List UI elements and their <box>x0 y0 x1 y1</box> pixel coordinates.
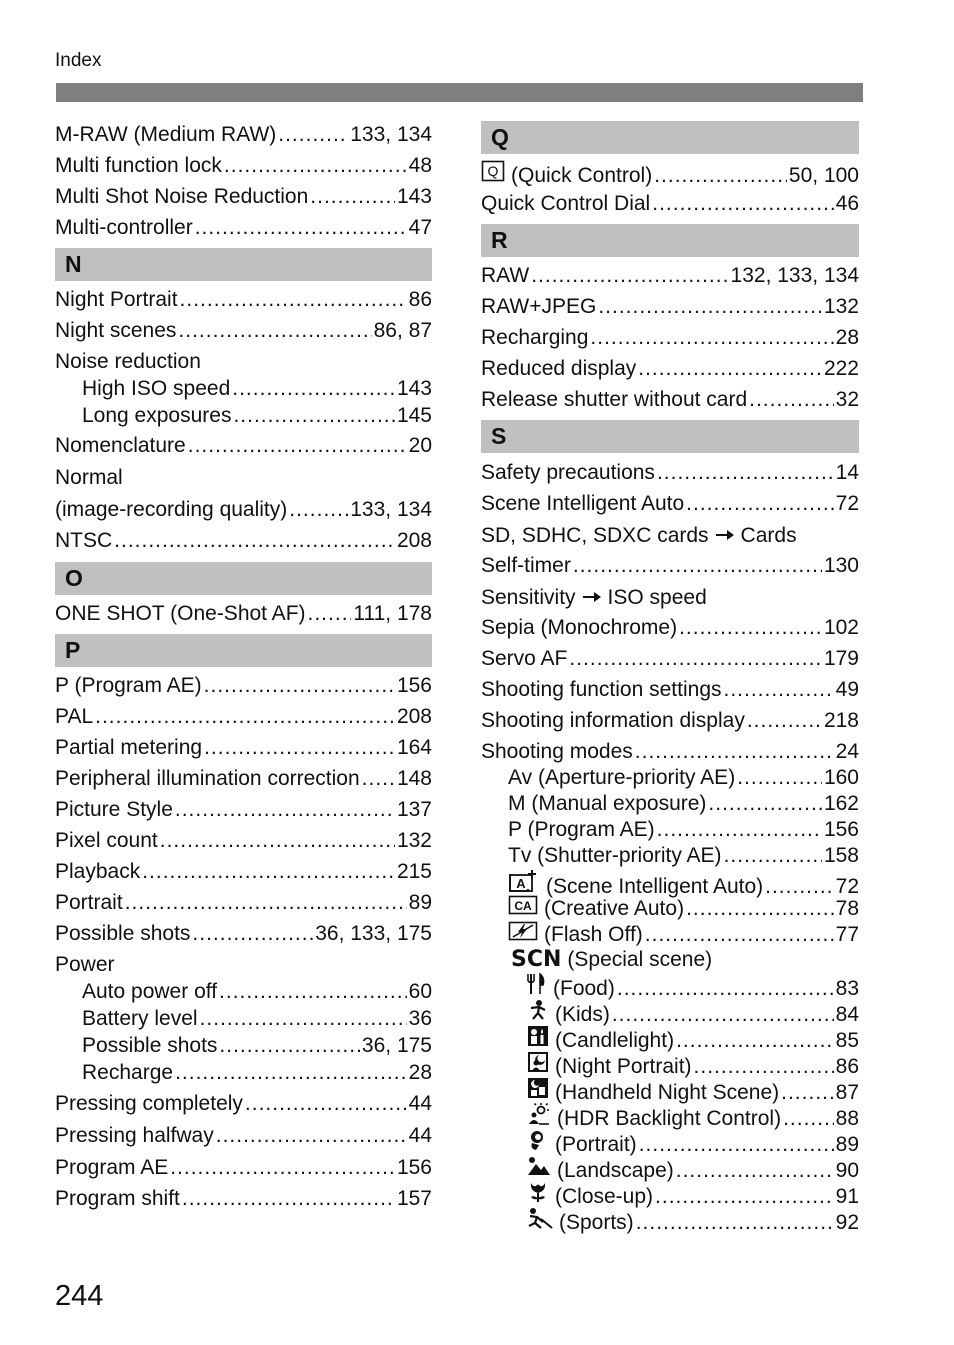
entry-name: Playback <box>55 860 141 883</box>
entry-pages: 60 <box>408 980 432 1003</box>
index-entry-night-scenes <box>55 318 432 344</box>
index-column-right <box>481 120 859 1233</box>
svg-text:Q: Q <box>487 163 499 179</box>
entry-pages: 160 <box>823 766 859 789</box>
entry-pages: 91 <box>835 1185 859 1208</box>
entry-name: Partial metering <box>55 736 203 759</box>
index-subentry-landscape <box>527 1155 859 1181</box>
entry-name: Recharge <box>82 1061 174 1084</box>
entry-name: Sensitivity <box>481 586 576 609</box>
entry-name: Shooting modes <box>481 740 633 763</box>
entry-name: Possible shots <box>55 922 191 945</box>
entry-name: P (Program AE) <box>508 818 655 841</box>
entry-pages: 87 <box>835 1081 859 1104</box>
index-entry-scene-intelligent-auto <box>481 491 859 517</box>
index-subentry-flash-off <box>508 921 859 947</box>
index-subentry-close-up <box>527 1181 859 1207</box>
entry-name: Scene Intelligent Auto <box>481 492 685 515</box>
entry-name: (image-recording quality) <box>55 498 288 521</box>
index-entry-shooting-function-settings <box>481 677 859 703</box>
entry-pages: 44 <box>408 1124 432 1147</box>
section-header-q: Q <box>481 121 859 154</box>
index-entry-picture-style <box>55 797 432 823</box>
index-subentry-sia-mode <box>508 869 859 898</box>
index-entry-m-raw <box>55 122 432 148</box>
entry-pages: 148 <box>396 767 432 790</box>
index-subentry-hdr <box>527 1103 859 1129</box>
section-header-n: N <box>55 248 432 281</box>
entry-name: Self-timer <box>481 554 571 577</box>
section-header-p: P <box>55 634 432 667</box>
index-entry-multi-function-lock <box>55 153 432 179</box>
index-subentry-handheld-night <box>527 1077 859 1103</box>
index-subentry-battery-level <box>82 1006 432 1032</box>
entry-name: P (Program AE) <box>55 674 202 697</box>
entry-pages: 24 <box>835 740 859 763</box>
index-subentry-portrait <box>527 1129 859 1155</box>
index-entry-quick-control-dial <box>481 191 859 217</box>
arrow-right-icon <box>582 584 602 610</box>
index-entry-sepia <box>481 615 859 641</box>
entry-pages: 143 <box>396 185 432 208</box>
index-entry-pixel-count <box>55 828 432 854</box>
entry-pages: 158 <box>823 844 859 867</box>
header-bar <box>56 83 863 102</box>
entry-pages: 50, 100 <box>788 164 859 187</box>
close-up-icon <box>527 1181 549 1210</box>
entry-name: Multi Shot Noise Reduction <box>55 185 309 208</box>
entry-pages: 111, 178 <box>353 602 432 625</box>
kids-icon <box>527 999 549 1028</box>
entry-name: Release shutter without card <box>481 388 748 411</box>
entry-name: Shooting function settings <box>481 678 722 701</box>
index-entry-raw <box>481 263 859 289</box>
entry-pages: 179 <box>823 647 859 670</box>
entry-name: Pixel count <box>55 829 158 852</box>
index-entry-possible-shots <box>55 921 432 947</box>
landscape-icon <box>527 1155 551 1184</box>
entry-name: M (Manual exposure) <box>508 792 707 815</box>
entry-name: (Creative Auto) <box>544 897 685 920</box>
entry-name: (Candlelight) <box>555 1029 675 1052</box>
entry-pages: 164 <box>396 736 432 759</box>
index-entry-portrait <box>55 890 432 916</box>
index-entry-normal: Normal <box>55 466 123 489</box>
candlelight-icon <box>527 1025 549 1054</box>
entry-pages: 14 <box>835 461 859 484</box>
entry-pages: 208 <box>396 529 432 552</box>
index-entry-ntsc <box>55 528 432 554</box>
entry-name: Long exposures <box>82 404 232 427</box>
entry-pages: 132 <box>823 295 859 318</box>
entry-pages: 222 <box>823 357 859 380</box>
entry-pages: 145 <box>396 404 432 427</box>
entry-name: Possible shots <box>82 1034 218 1057</box>
index-entry-shooting-info-display <box>481 708 859 734</box>
entry-pages: 162 <box>823 792 859 815</box>
entry-name: (Close-up) <box>555 1185 654 1208</box>
entry-name: Night scenes <box>55 319 177 342</box>
entry-pages: 156 <box>396 1156 432 1179</box>
index-subentry-night-portrait <box>527 1051 859 1077</box>
entry-pages: 218 <box>823 709 859 732</box>
entry-see-target: Cards <box>740 524 797 547</box>
sports-icon <box>527 1207 553 1236</box>
entry-name: Servo AF <box>481 647 568 670</box>
entry-pages: 133, 134 <box>350 498 432 521</box>
entry-name: ONE SHOT (One-Shot AF) <box>55 602 306 625</box>
entry-pages: 36, 175 <box>361 1034 432 1057</box>
entry-name: (Kids) <box>555 1003 610 1026</box>
entry-pages: 77 <box>835 923 859 946</box>
index-entry-raw-jpeg <box>481 294 859 320</box>
index-entry-program-shift <box>55 1186 432 1212</box>
index-entry-power: Power <box>55 953 115 976</box>
index-entry-reduced-display <box>481 356 859 382</box>
entry-pages: 92 <box>835 1211 859 1234</box>
entry-pages: 48 <box>408 154 432 177</box>
index-entry-nomenclature <box>55 433 432 459</box>
index-entry-release-shutter <box>481 387 859 413</box>
entry-pages: 44 <box>408 1092 432 1115</box>
entry-name: PAL <box>55 705 94 728</box>
index-entry-shooting-modes <box>481 739 859 765</box>
entry-pages: 132, 133, 134 <box>730 264 859 287</box>
index-entry-partial-metering <box>55 735 432 761</box>
entry-name: Pressing completely <box>55 1092 243 1115</box>
index-entry-recharging <box>481 325 859 351</box>
index-subentry-long-exposures <box>82 403 432 429</box>
entry-name: Multi function lock <box>55 154 222 177</box>
entry-name: Sepia (Monochrome) <box>481 616 678 639</box>
entry-pages: 46 <box>835 192 859 215</box>
index-subentry-tv <box>508 843 859 869</box>
index-subentry-recharge <box>82 1060 432 1086</box>
index-entry-night-portrait <box>55 287 432 313</box>
index-entry-one-shot <box>55 601 432 627</box>
index-subentry-p <box>508 817 859 843</box>
entry-name: (Landscape) <box>557 1159 674 1182</box>
index-subentry-av <box>508 765 859 791</box>
creative-auto-icon <box>508 895 538 922</box>
entry-pages: 20 <box>408 434 432 457</box>
entry-name: (Sports) <box>559 1211 634 1234</box>
index-entry-sd-cards <box>481 522 859 548</box>
entry-pages: 84 <box>835 1003 859 1026</box>
entry-pages: 89 <box>835 1133 859 1156</box>
entry-name: NTSC <box>55 529 113 552</box>
index-entry-multi-shot-nr <box>55 184 432 210</box>
entry-pages: 90 <box>835 1159 859 1182</box>
entry-name: (Handheld Night Scene) <box>555 1081 780 1104</box>
entry-pages: 208 <box>396 705 432 728</box>
arrow-right-icon <box>715 522 735 548</box>
quick-control-icon <box>481 160 505 189</box>
index-entry-playback <box>55 859 432 885</box>
entry-name: Battery level <box>82 1007 198 1030</box>
entry-name: (Quick Control) <box>511 164 653 187</box>
entry-name: SD, SDHC, SDXC cards <box>481 524 709 547</box>
entry-pages: 47 <box>408 216 432 239</box>
entry-pages: 215 <box>396 860 432 883</box>
entry-pages: 85 <box>835 1029 859 1052</box>
index-entry-program-ae <box>55 1155 432 1181</box>
entry-pages: 28 <box>408 1061 432 1084</box>
index-entry-noise-reduction: Noise reduction <box>55 350 201 373</box>
index-subentry-sports <box>527 1207 859 1233</box>
entry-pages: 86 <box>835 1055 859 1078</box>
entry-pages: 89 <box>408 891 432 914</box>
entry-pages: 49 <box>835 678 859 701</box>
hdr-backlight-icon <box>527 1103 551 1132</box>
entry-name: Program shift <box>55 1187 180 1210</box>
index-subentry-high-iso <box>82 376 432 402</box>
entry-pages: 88 <box>835 1107 859 1130</box>
entry-pages: 137 <box>396 798 432 821</box>
entry-name: (HDR Backlight Control) <box>557 1107 782 1130</box>
entry-see-target: ISO speed <box>607 586 707 609</box>
entry-pages: 86 <box>408 288 432 311</box>
section-header-o: O <box>55 562 432 595</box>
entry-name: Night Portrait <box>55 288 178 311</box>
entry-name: Program AE <box>55 1156 169 1179</box>
index-column-left <box>55 120 432 1212</box>
section-header-s: S <box>481 420 859 453</box>
entry-pages: 156 <box>823 818 859 841</box>
entry-name: Quick Control Dial <box>481 192 651 215</box>
entry-pages: 83 <box>835 977 859 1000</box>
index-subentry-m <box>508 791 859 817</box>
entry-name: Shooting information display <box>481 709 745 732</box>
handheld-night-scene-icon <box>527 1077 549 1106</box>
index-subentry-candlelight <box>527 1025 859 1051</box>
index-entry-pal <box>55 704 432 730</box>
entry-name: Tv (Shutter-priority AE) <box>508 844 722 867</box>
entry-pages: 78 <box>835 897 859 920</box>
entry-pages: 143 <box>396 377 432 400</box>
entry-name: (Night Portrait) <box>555 1055 692 1078</box>
entry-name: Multi-controller <box>55 216 193 239</box>
flash-off-icon <box>508 921 538 948</box>
entry-name: Reduced display <box>481 357 637 380</box>
entry-pages: 132 <box>396 829 432 852</box>
entry-name: Auto power off <box>82 980 218 1003</box>
entry-pages: 130 <box>823 554 859 577</box>
page-header-label: Index <box>55 50 102 71</box>
entry-name: Portrait <box>55 891 123 914</box>
entry-name: (Food) <box>553 977 615 1000</box>
page-number: 244 <box>55 1280 104 1312</box>
entry-pages: 157 <box>396 1187 432 1210</box>
index-subentry-food <box>527 973 859 999</box>
entry-name: Peripheral illumination correction <box>55 767 360 790</box>
index-subentry-auto-power-off <box>82 979 432 1005</box>
food-icon <box>527 973 547 1002</box>
index-subentry-special-scene <box>511 947 859 973</box>
night-portrait-icon <box>527 1051 549 1080</box>
entry-pages: 102 <box>823 616 859 639</box>
svg-text:CA: CA <box>514 899 532 913</box>
index-subentry-possible-shots <box>82 1033 432 1059</box>
index-entry-servo-af <box>481 646 859 672</box>
entry-name: M-RAW (Medium RAW) <box>55 123 277 146</box>
entry-name: Pressing halfway <box>55 1124 214 1147</box>
entry-name: (Scene Intelligent Auto) <box>546 875 764 898</box>
entry-pages: 28 <box>835 326 859 349</box>
index-entry-pressing-completely <box>55 1091 432 1117</box>
entry-name: Safety precautions <box>481 461 655 484</box>
entry-pages: 36, 133, 175 <box>315 922 432 945</box>
portrait-icon <box>527 1129 549 1158</box>
entry-name: Av (Aperture-priority AE) <box>508 766 736 789</box>
entry-pages: 72 <box>835 492 859 515</box>
entry-name: Picture Style <box>55 798 173 821</box>
entry-name: Recharging <box>481 326 589 349</box>
entry-pages: 72 <box>835 875 859 898</box>
index-entry-sensitivity <box>481 584 859 610</box>
entry-pages: 36 <box>408 1007 432 1030</box>
entry-pages: 32 <box>835 388 859 411</box>
index-entry-pressing-halfway <box>55 1123 432 1149</box>
entry-name: RAW <box>481 264 530 287</box>
entry-name: (Portrait) <box>555 1133 637 1156</box>
scn-icon: SCN <box>511 947 562 972</box>
index-entry-quick-control <box>481 160 859 186</box>
index-entry-normal-irq <box>55 497 432 523</box>
entry-name: RAW+JPEG <box>481 295 597 318</box>
svg-text:A: A <box>516 876 526 891</box>
entry-pages: 133, 134 <box>350 123 432 146</box>
entry-pages: 156 <box>396 674 432 697</box>
index-entry-safety <box>481 460 859 486</box>
entry-name: Nomenclature <box>55 434 186 457</box>
index-subentry-kids <box>527 999 859 1025</box>
entry-name: (Special scene) <box>567 948 713 971</box>
section-header-r: R <box>481 224 859 257</box>
index-entry-peripheral <box>55 766 432 792</box>
index-entry-p-program-ae <box>55 673 432 699</box>
index-subentry-creative-auto <box>508 895 859 921</box>
index-entry-multi-controller <box>55 215 432 241</box>
index-entry-self-timer <box>481 553 859 579</box>
entry-name: High ISO speed <box>82 377 231 400</box>
entry-name: (Flash Off) <box>544 923 643 946</box>
entry-pages: 86, 87 <box>373 319 432 342</box>
